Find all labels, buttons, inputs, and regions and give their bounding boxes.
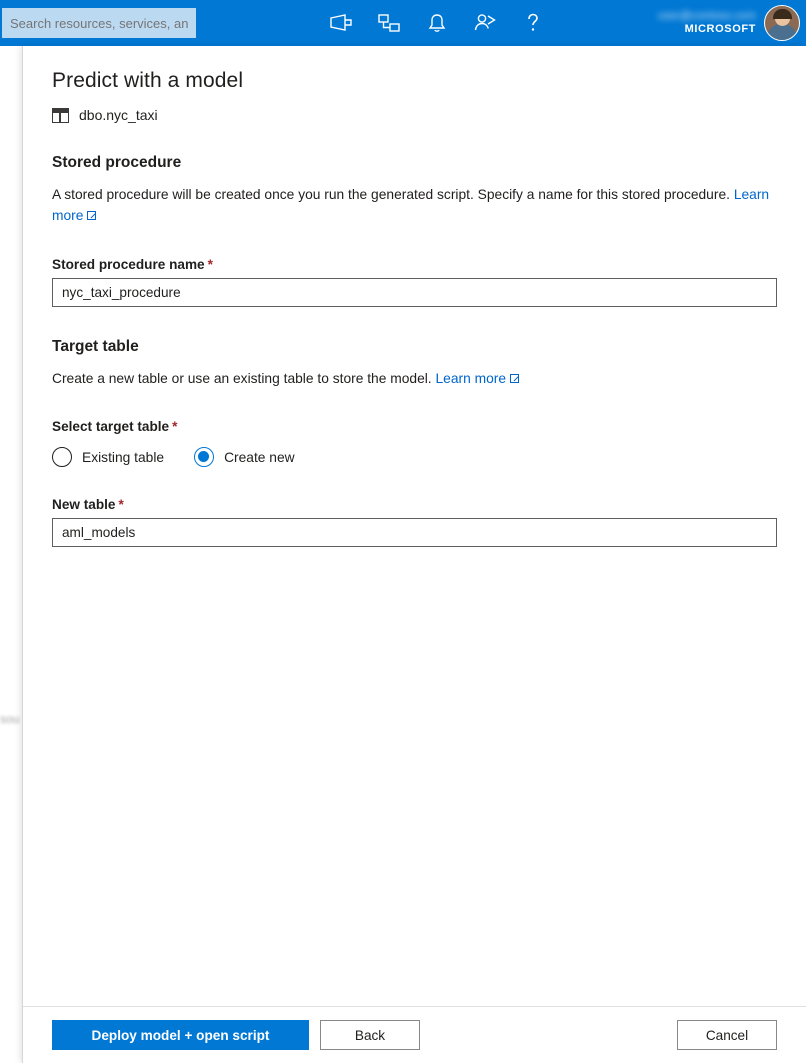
stored-procedure-learn-more-label: Learn more bbox=[52, 187, 770, 224]
panel-footer bbox=[23, 1006, 806, 1063]
radio-existing-table[interactable] bbox=[52, 447, 164, 467]
stored-procedure-heading: Stored procedure bbox=[52, 154, 182, 171]
stored-procedure-name-label bbox=[52, 257, 777, 272]
external-link-icon bbox=[510, 374, 519, 383]
account-user-name: user@contoso.com bbox=[657, 10, 756, 23]
feedback-icon[interactable] bbox=[474, 12, 496, 34]
radio-create-new-mark bbox=[194, 447, 214, 467]
account-area[interactable] bbox=[658, 0, 800, 46]
target-table-learn-more-label: Learn more bbox=[435, 370, 507, 386]
help-question-icon[interactable] bbox=[522, 12, 544, 34]
tenant-info bbox=[658, 10, 756, 35]
target-table-description bbox=[52, 368, 774, 389]
target-table-heading: Target table bbox=[52, 337, 139, 355]
radio-create-new[interactable] bbox=[194, 447, 295, 467]
radio-create-new-label: Create new bbox=[224, 449, 295, 465]
global-search-input[interactable] bbox=[2, 8, 196, 38]
cloud-shell-icon[interactable] bbox=[330, 12, 352, 34]
notifications-bell-icon[interactable] bbox=[426, 12, 448, 34]
stored-procedure-name-label-text: Stored procedure name bbox=[52, 256, 205, 272]
back-button[interactable]: Back bbox=[320, 1020, 420, 1050]
avatar-body bbox=[767, 24, 797, 40]
new-table-input[interactable] bbox=[52, 518, 777, 547]
stored-procedure-description bbox=[52, 184, 774, 227]
subject-row bbox=[52, 107, 777, 123]
select-target-table-label bbox=[52, 419, 777, 434]
radio-existing-table-label: Existing table bbox=[82, 449, 165, 465]
required-asterisk: * bbox=[207, 256, 213, 272]
account-organization: MICROSOFT bbox=[684, 23, 756, 35]
new-table-label-text: New table bbox=[52, 497, 116, 513]
target-table-learn-more-link[interactable] bbox=[435, 371, 519, 386]
cancel-button[interactable]: Cancel bbox=[677, 1020, 777, 1050]
page-title: Predict with a model bbox=[52, 69, 244, 92]
deploy-model-open-script-button[interactable]: Deploy model + open script bbox=[52, 1020, 309, 1050]
stored-procedure-name-input[interactable] bbox=[52, 278, 777, 307]
avatar-hair bbox=[773, 9, 792, 19]
select-target-table-label-text: Select target table bbox=[52, 419, 170, 435]
azure-top-bar bbox=[0, 0, 806, 46]
avatar[interactable] bbox=[764, 5, 800, 41]
subject-table-name: dbo.nyc_taxi bbox=[79, 107, 158, 123]
radio-existing-table-mark bbox=[52, 447, 72, 467]
stored-procedure-description-text: A stored procedure will be created once you run the generated script. Specify a name for this stored procedure. bbox=[52, 187, 730, 202]
topbar-icon-group bbox=[330, 0, 544, 46]
target-table-radio-group bbox=[52, 447, 777, 467]
required-asterisk: * bbox=[118, 497, 124, 513]
directories-subscriptions-icon[interactable] bbox=[378, 12, 400, 34]
external-link-icon bbox=[87, 211, 96, 220]
background-page-text: sou bbox=[0, 712, 20, 726]
required-asterisk: * bbox=[172, 419, 178, 435]
predict-with-model-panel bbox=[22, 46, 806, 1063]
new-table-label bbox=[52, 497, 777, 512]
table-icon bbox=[52, 108, 69, 123]
target-table-description-text: Create a new table or use an existing table to store the model. bbox=[52, 370, 432, 386]
panel-content bbox=[23, 46, 806, 1006]
